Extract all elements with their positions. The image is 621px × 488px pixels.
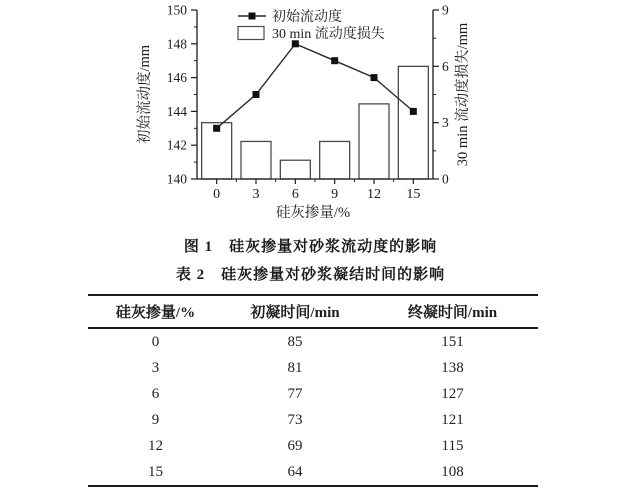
table-cell: 3 [151, 359, 160, 376]
left-axis-label: 初始流动度/mm [137, 44, 153, 145]
chart-legend [238, 8, 385, 42]
legend-label-line: 初始流动度 [272, 10, 342, 25]
line-marker [253, 91, 260, 98]
left-tick-label: 144 [166, 103, 187, 119]
table-cell: 85 [287, 333, 303, 350]
loss-bar-9 [320, 141, 350, 179]
table-row [88, 433, 538, 459]
x-tick-label: 12 [367, 187, 381, 202]
line-marker [213, 125, 220, 132]
line-marker [410, 108, 417, 115]
setting-time-table [88, 294, 538, 487]
right-tick-label: 9 [442, 2, 449, 18]
x-tick-label: 6 [291, 187, 299, 202]
legend-bar-symbol [238, 27, 264, 40]
left-tick-label: 140 [166, 171, 187, 187]
legend-marker-symbol [249, 13, 256, 20]
table-row [88, 407, 538, 433]
fluidity-chart [0, 0, 621, 232]
table-cell: 73 [287, 411, 303, 428]
table-cell: 0 [151, 333, 160, 350]
table-cell: 12 [148, 437, 163, 454]
table-cell: 81 [287, 359, 303, 376]
table-row [88, 328, 538, 355]
right-tick-label: 3 [442, 115, 449, 131]
table-cell: 121 [441, 411, 464, 428]
left-tick-label: 142 [166, 137, 187, 153]
table-cell: 115 [441, 437, 464, 454]
table-cell: 127 [441, 385, 464, 402]
table-row [88, 381, 538, 407]
table-cell: 6 [151, 385, 160, 402]
table-cell: 9 [151, 411, 160, 428]
loss-bar-6 [280, 160, 310, 179]
col-header-initial-setting: 初凝时间/min [250, 305, 340, 321]
table-cell: 151 [441, 333, 464, 350]
loss-bar-3 [241, 141, 271, 179]
table-cell: 64 [287, 463, 303, 480]
table-cell: 77 [287, 385, 303, 402]
line-marker [331, 57, 338, 64]
right-axis-label: 30 min 流动度损失/mm [455, 22, 471, 167]
x-tick-label: 0 [213, 187, 221, 202]
left-tick-label: 148 [166, 36, 187, 52]
right-tick-label: 6 [442, 58, 449, 74]
table-cell: 108 [441, 463, 464, 480]
legend-label-bar: 30 min 流动度损失 [272, 27, 385, 42]
table-cell: 69 [287, 437, 303, 454]
col-header-silica-fume: 硅灰掺量/% [115, 305, 196, 321]
table-row [88, 355, 538, 381]
figure-caption: 图 1 硅灰掺量对砂浆流动度的影响 [183, 239, 438, 255]
table-row [88, 459, 538, 486]
right-tick-label: 0 [442, 171, 449, 187]
x-tick-label: 3 [252, 187, 260, 202]
table-cell: 138 [441, 359, 464, 376]
table-cell: 15 [148, 463, 163, 480]
table-title: 表 2 硅灰掺量对砂浆凝结时间的影响 [175, 267, 446, 283]
table-header-row [88, 295, 538, 328]
loss-bar-15 [398, 66, 428, 179]
x-tick-label: 15 [406, 187, 421, 202]
col-header-final-setting: 终凝时间/min [407, 305, 498, 321]
loss-bar-12 [359, 104, 389, 179]
x-tick-label: 9 [331, 187, 339, 202]
left-tick-label: 150 [166, 2, 187, 18]
table-body [88, 328, 538, 486]
left-tick-label: 146 [166, 70, 187, 86]
loss-bars [202, 66, 429, 179]
line-marker [371, 74, 378, 81]
x-axis-label: 硅灰掺量/% [275, 205, 351, 221]
